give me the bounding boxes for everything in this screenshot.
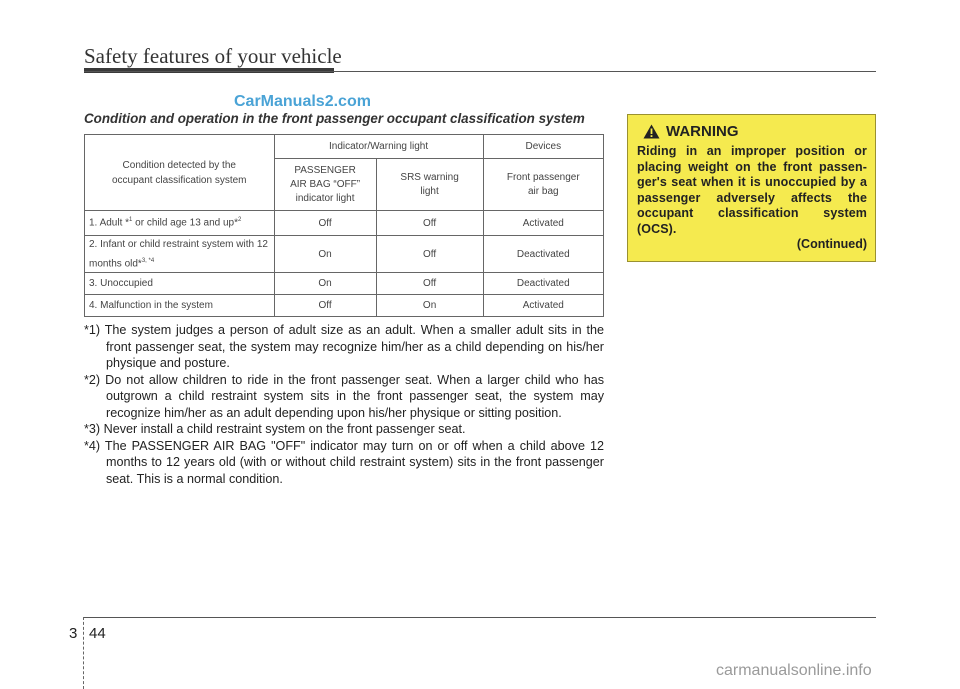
row-passenger-airbag: Off	[274, 295, 376, 317]
footnote-4: *4) The PASSENGER AIR BAG "OFF" indicator may turn on or off when a child above 12 months to 12 years old (with or without child restraint system) sits in the front passenger seat. This is a normal condition.	[84, 438, 604, 486]
footnote-2: *2) Do not allow children to ride in the front passenger seat. When a larger child who has outgrown a child restraint system sits in the front passenger seat, the system may recognize him/her as an adult depending upon his/her physique or sitting position.	[84, 372, 604, 420]
warning-header	[643, 123, 867, 140]
table-row	[85, 211, 604, 236]
row-passenger-airbag: On	[274, 236, 376, 273]
warning-continued: (Continued)	[796, 237, 867, 251]
row-condition: 1. Adult *$^1$ or child age 13 and up*$^2$	[85, 211, 275, 236]
page-number: 44	[89, 625, 106, 642]
row-device: Deactivated	[483, 236, 603, 273]
row-condition: 2. Infant or child restraint system with 12 months old*$^{3, *4}$	[85, 236, 275, 273]
chapter-number: 3	[69, 625, 78, 642]
row-srs: Off	[376, 273, 483, 295]
row-srs: Off	[376, 211, 483, 236]
warning-title: WARNING	[666, 123, 739, 140]
header-condition: Condition detected by the occupant classification system	[85, 135, 275, 211]
warning-triangle-icon	[643, 124, 660, 139]
header-indicator-group: Indicator/Warning light	[274, 135, 483, 159]
watermark-bottom: carmanualsonline.info	[716, 662, 872, 679]
subheader-srs: SRS warning light	[376, 159, 483, 211]
row-passenger-airbag: Off	[274, 211, 376, 236]
header-rule	[84, 71, 876, 72]
row-device: Activated	[483, 295, 603, 317]
ocs-table	[84, 134, 604, 317]
row-device: Deactivated	[483, 273, 603, 295]
watermark-top: CarManuals2.com	[234, 93, 371, 110]
row-srs: Off	[376, 236, 483, 273]
table-row	[85, 273, 604, 295]
footer-divider	[83, 617, 85, 689]
subheader-front-airbag: Front passenger air bag	[483, 159, 603, 211]
table-row	[85, 295, 604, 317]
warning-text: Riding in an improper position or placing weight on the front passen- ger's seat when it is unoccupied by a passenger adversely affects the occupant classification system (OCS).	[637, 144, 867, 236]
footnote-1: *1) The system judges a person of adult size as an adult. When a smaller adult sits in the front passenger seat, the system may recognize him/her as a child depending on his/her physique and posture.	[84, 323, 604, 370]
table-row	[85, 236, 604, 273]
header-devices: Devices	[483, 135, 603, 159]
footnote-3: *3) Never install a child restraint system on the front passenger seat.	[84, 422, 466, 436]
row-condition: 3. Unoccupied	[85, 273, 275, 295]
row-device: Activated	[483, 211, 603, 236]
row-condition: 4. Malfunction in the system	[85, 295, 275, 317]
row-passenger-airbag: On	[274, 273, 376, 295]
footnotes	[84, 322, 604, 487]
warning-box	[627, 114, 876, 262]
footer-rule	[83, 617, 876, 618]
subheader-passenger-airbag: PASSENGER AIR BAG “OFF” indicator light	[274, 159, 376, 211]
row-srs: On	[376, 295, 483, 317]
page-header-title: Safety features of your vehicle	[84, 44, 342, 68]
section-heading: Condition and operation in the front passenger occupant classification system	[84, 111, 585, 126]
